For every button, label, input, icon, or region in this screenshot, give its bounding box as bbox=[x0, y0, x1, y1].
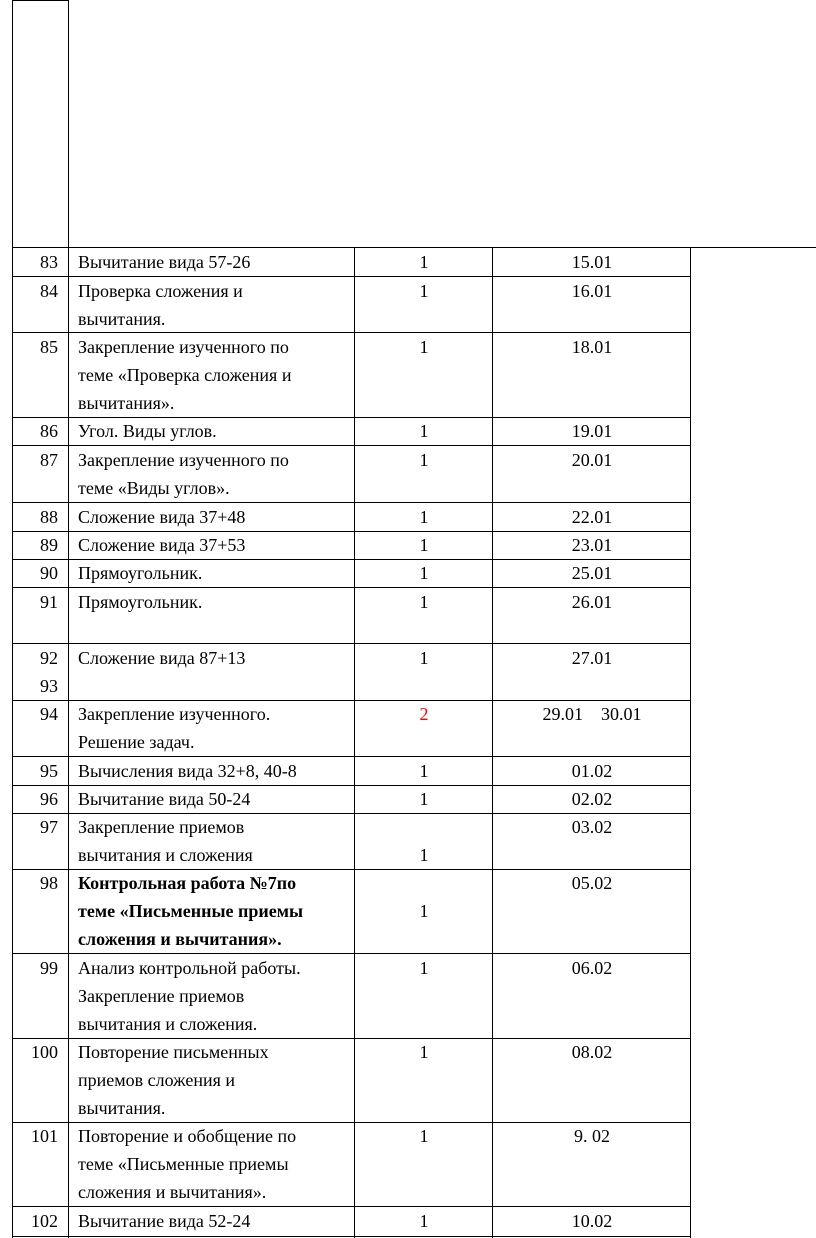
hours-cell: 1 bbox=[419, 761, 429, 781]
date-cell: 08.02 bbox=[571, 1042, 613, 1062]
topic-line: Повторение и обобщение по bbox=[78, 1126, 297, 1146]
topic-line: Прямоугольник. bbox=[78, 563, 203, 583]
date-col-divider bbox=[690, 247, 691, 1238]
hours-cell: 1 bbox=[419, 563, 429, 583]
table-bottom-border bbox=[12, 1236, 691, 1237]
date-cell: 03.02 bbox=[571, 817, 613, 837]
topic-line: Решение задач. bbox=[78, 732, 195, 752]
hours-cell: 1 bbox=[419, 592, 429, 612]
row-number: 86 bbox=[40, 421, 58, 441]
row-number: 85 bbox=[40, 337, 58, 357]
row-number: 87 bbox=[40, 450, 58, 470]
topic-line: Сложение вида 37+48 bbox=[78, 507, 246, 527]
hours-cell: 1 bbox=[419, 252, 429, 272]
hours-cell: 1 bbox=[419, 281, 429, 301]
topic-line: теме «Виды углов». bbox=[78, 478, 230, 498]
hours-col-divider bbox=[492, 247, 493, 1238]
hours-cell: 1 bbox=[419, 648, 429, 668]
hours-cell: 1 bbox=[419, 1126, 429, 1146]
header-top-border bbox=[12, 0, 69, 1]
row-number: 102 bbox=[31, 1211, 58, 1231]
topic-line: вычитания. bbox=[78, 309, 166, 329]
date-cell: 18.01 bbox=[571, 337, 613, 357]
topic-line: теме «Письменные приемы bbox=[78, 901, 304, 921]
date-cell: 9. 02 bbox=[574, 1126, 610, 1146]
date-cell: 25.01 bbox=[571, 563, 613, 583]
topic-line: Закрепление изученного по bbox=[78, 337, 289, 357]
hours-cell: 1 bbox=[419, 789, 429, 809]
hours-cell: 1 bbox=[419, 845, 429, 865]
hours-cell: 2 bbox=[419, 704, 429, 724]
date-cell: 16.01 bbox=[571, 281, 613, 301]
header-col-divider bbox=[68, 0, 69, 1238]
date-cell: 05.02 bbox=[571, 873, 613, 893]
date-cell: 19.01 bbox=[571, 421, 613, 441]
topic-line: Вычитание вида 52-24 bbox=[78, 1211, 251, 1231]
topic-line: Повторение письменных bbox=[78, 1042, 269, 1062]
date-cell: 27.01 bbox=[571, 648, 613, 668]
topic-line: Контрольная работа №7по bbox=[78, 873, 297, 893]
topic-line: Закрепление изученного. bbox=[78, 704, 271, 724]
row-number: 94 bbox=[40, 704, 58, 724]
row-number: 92 bbox=[40, 648, 58, 668]
row-number: 95 bbox=[40, 761, 58, 781]
date-cell: 20.01 bbox=[571, 450, 613, 470]
topic-line: теме «Проверка сложения и bbox=[78, 365, 292, 385]
topic-line: вычитания». bbox=[78, 393, 175, 413]
topic-line: Сложение вида 37+53 bbox=[78, 535, 246, 555]
topic-line: Закрепление приемов bbox=[78, 986, 245, 1006]
row-number: 97 bbox=[40, 817, 58, 837]
row-number-secondary: 93 bbox=[40, 676, 58, 696]
row-number: 84 bbox=[40, 281, 58, 301]
date-cell: 02.02 bbox=[571, 789, 613, 809]
row-number: 98 bbox=[40, 873, 58, 893]
hours-cell: 1 bbox=[419, 1042, 429, 1062]
hours-cell: 1 bbox=[419, 958, 429, 978]
date-cell: 29.01 30.01 bbox=[542, 704, 642, 724]
topic-line: теме «Письменные приемы bbox=[78, 1154, 289, 1174]
date-cell: 26.01 bbox=[571, 592, 613, 612]
topic-line: Анализ контрольной работы. bbox=[78, 958, 301, 978]
topic-line: вычитания и сложения. bbox=[78, 1014, 258, 1034]
topic-line: сложения и вычитания». bbox=[78, 1182, 267, 1202]
topic-line: вычитания и сложения bbox=[78, 845, 253, 865]
topic-line: приемов сложения и bbox=[78, 1070, 236, 1090]
topic-line: вычитания. bbox=[78, 1098, 166, 1118]
hours-cell: 1 bbox=[419, 1211, 429, 1231]
row-number: 88 bbox=[40, 507, 58, 527]
topic-line: Вычисления вида 32+8, 40-8 bbox=[78, 761, 297, 781]
row-number: 89 bbox=[40, 535, 58, 555]
date-cell: 22.01 bbox=[571, 507, 613, 527]
hours-cell: 1 bbox=[419, 337, 429, 357]
hours-cell: 1 bbox=[419, 901, 429, 921]
topic-line: Проверка сложения и bbox=[78, 281, 243, 301]
topic-col-divider bbox=[354, 247, 355, 1238]
date-cell: 23.01 bbox=[571, 535, 613, 555]
date-cell: 01.02 bbox=[571, 761, 613, 781]
date-cell: 15.01 bbox=[571, 252, 613, 272]
row-number: 90 bbox=[40, 563, 58, 583]
topic-line: Сложение вида 87+13 bbox=[78, 648, 246, 668]
topic-line: Вычитание вида 57-26 bbox=[78, 252, 251, 272]
hours-cell: 1 bbox=[419, 535, 429, 555]
topic-line: Вычитание вида 50-24 bbox=[78, 789, 251, 809]
topic-line: сложения и вычитания». bbox=[78, 929, 282, 949]
row-number: 101 bbox=[31, 1126, 58, 1146]
topic-line: Закрепление изученного по bbox=[78, 450, 289, 470]
hours-cell: 1 bbox=[419, 507, 429, 527]
row-number: 83 bbox=[40, 252, 58, 272]
date-cell: 10.02 bbox=[571, 1211, 613, 1231]
date-cell: 06.02 bbox=[571, 958, 613, 978]
row-number: 100 bbox=[31, 1042, 58, 1062]
topic-line: Закрепление приемов bbox=[78, 817, 245, 837]
topic-line: Угол. Виды углов. bbox=[78, 421, 217, 441]
topic-line: Прямоугольник. bbox=[78, 592, 203, 612]
hours-cell: 1 bbox=[419, 421, 429, 441]
row-number: 91 bbox=[40, 592, 58, 612]
hours-cell: 1 bbox=[419, 450, 429, 470]
row-number: 96 bbox=[40, 789, 58, 809]
row-number: 99 bbox=[40, 958, 58, 978]
